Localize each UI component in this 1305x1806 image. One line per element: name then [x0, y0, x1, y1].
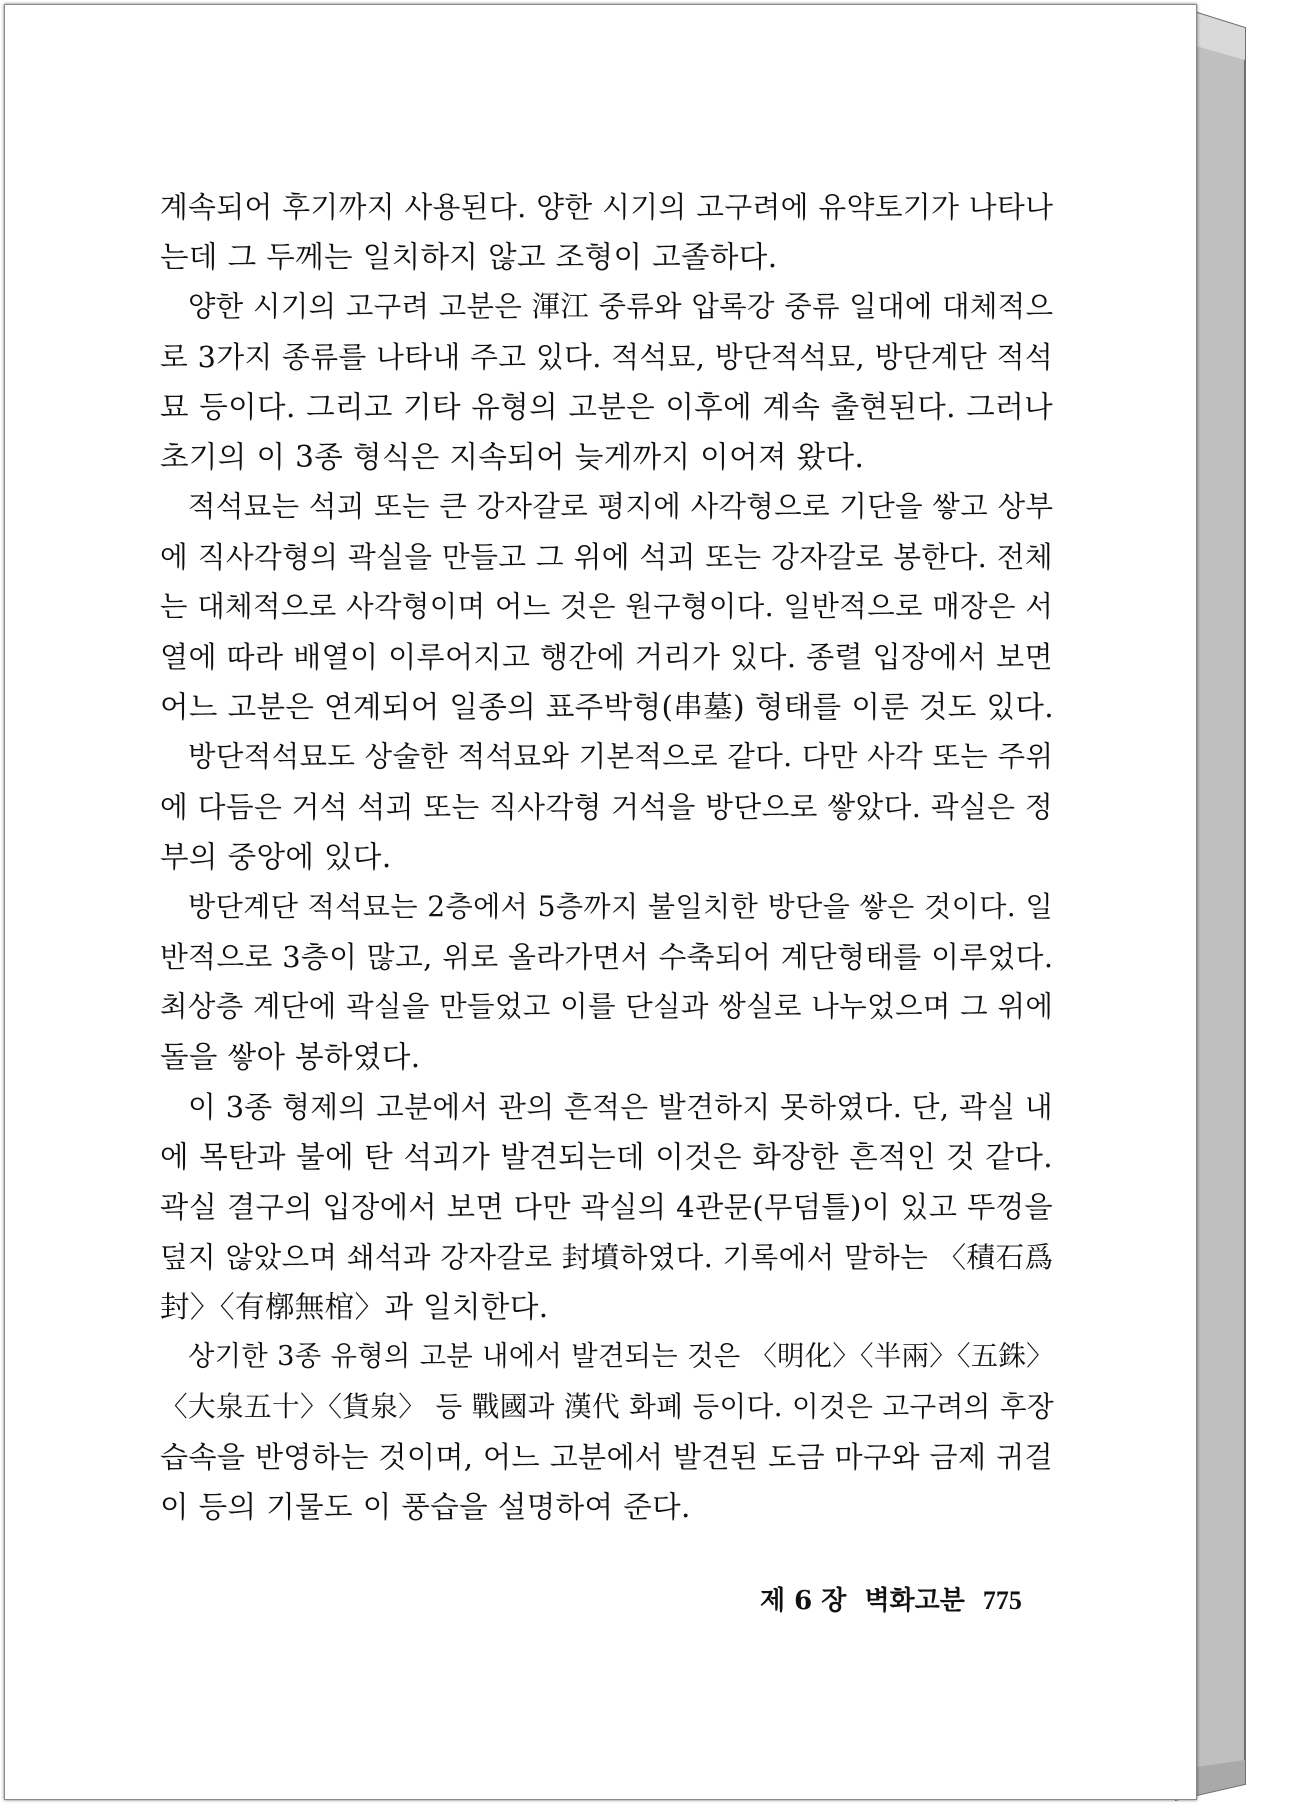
- text-line: 습속을 반영하는 것이며, 어느 고분에서 발견된 도금 마구와 금제 귀걸: [160, 1440, 1053, 1474]
- text-line: 이 3종 형제의 고분에서 관의 흔적은 발견하지 못하였다. 단, 곽실 내: [188, 1090, 1053, 1124]
- text-line: 封〉〈有槨無棺〉과 일치한다.: [160, 1290, 549, 1324]
- text-line: 는 대체적으로 사각형이며 어느 것은 원구형이다. 일반적으로 매장은 서: [160, 590, 1054, 623]
- text-line: 최상층 계단에 곽실을 만들었고 이를 단실과 쌍실로 나누었으며 그 위에: [160, 990, 1054, 1023]
- text-line: 열에 따라 배열이 이루어지고 행간에 거리가 있다. 종렬 입장에서 보면: [160, 640, 1053, 674]
- page-footer: [760, 1584, 1060, 1618]
- text-line: 초기의 이 3종 형식은 지속되어 늦게까지 이어져 왔다.: [160, 440, 865, 474]
- text-line: 로 3가지 종류를 나타내 주고 있다. 적석묘, 방단적석묘, 방단계단 적석: [160, 340, 1053, 374]
- chapter-title: 벽화고분: [864, 1586, 965, 1616]
- text-line: 방단계단 적석묘는 2층에서 5층까지 불일치한 방단을 쌓은 것이다. 일: [188, 890, 1054, 923]
- text-line: 에 직사각형의 곽실을 만들고 그 위에 석괴 또는 강자갈로 봉한다. 전체: [160, 540, 1053, 574]
- text-line: 상기한 3종 유형의 고분 내에서 발견되는 것은 〈明化〉〈半兩〉〈五銖〉: [188, 1341, 1054, 1372]
- text-line: 적석묘는 석괴 또는 큰 강자갈로 평지에 사각형으로 기단을 쌓고 상부: [188, 490, 1054, 523]
- text-line: 어느 고분은 연계되어 일종의 표주박형(串墓) 형태를 이룬 것도 있다.: [160, 690, 1055, 724]
- text-line: 부의 중앙에 있다.: [160, 840, 392, 874]
- text-line: 이 등의 기물도 이 풍습을 설명하여 준다.: [160, 1490, 691, 1524]
- text-line: 묘 등이다. 그리고 기타 유형의 고분은 이후에 계속 출현된다. 그러나: [160, 390, 1053, 424]
- chapter-label: 제 6 장: [760, 1586, 847, 1616]
- text-line: 덮지 않았으며 쇄석과 강자갈로 封墳하였다. 기록에서 말하는 〈積石爲: [160, 1240, 1054, 1274]
- page-number: 775: [982, 1586, 1022, 1615]
- text-line: 에 목탄과 불에 탄 석괴가 발견되는데 이것은 화장한 흔적인 것 같다.: [160, 1140, 1053, 1174]
- text-line: 양한 시기의 고구려 고분은 渾江 중류와 압록강 중류 일대에 대체적으: [188, 290, 1054, 323]
- text-line: 에 다듬은 거석 석괴 또는 직사각형 거석을 방단으로 쌓았다. 곽실은 정: [160, 790, 1053, 824]
- text-line: 돌을 쌓아 봉하였다.: [160, 1040, 421, 1074]
- text-line: 〈大泉五十〉〈貨泉〉 등 戰國과 漢代 화폐 등이다. 이것은 고구려의 후장: [160, 1390, 1055, 1423]
- text-line: 곽실 결구의 입장에서 보면 다만 곽실의 4관문(무덤틀)이 있고 뚜껑을: [160, 1190, 1053, 1224]
- text-line: 방단적석묘도 상술한 적석묘와 기본적으로 같다. 다만 사각 또는 주위: [188, 740, 1054, 773]
- text-line: 계속되어 후기까지 사용된다. 양한 시기의 고구려에 유약토기가 나타나: [160, 190, 1054, 224]
- text-line: 는데 그 두께는 일치하지 않고 조형이 고졸하다.: [160, 240, 778, 274]
- body-text: [160, 182, 1053, 1532]
- text-line: 반적으로 3층이 많고, 위로 올라가면서 수축되어 계단형태를 이루었다.: [160, 940, 1054, 974]
